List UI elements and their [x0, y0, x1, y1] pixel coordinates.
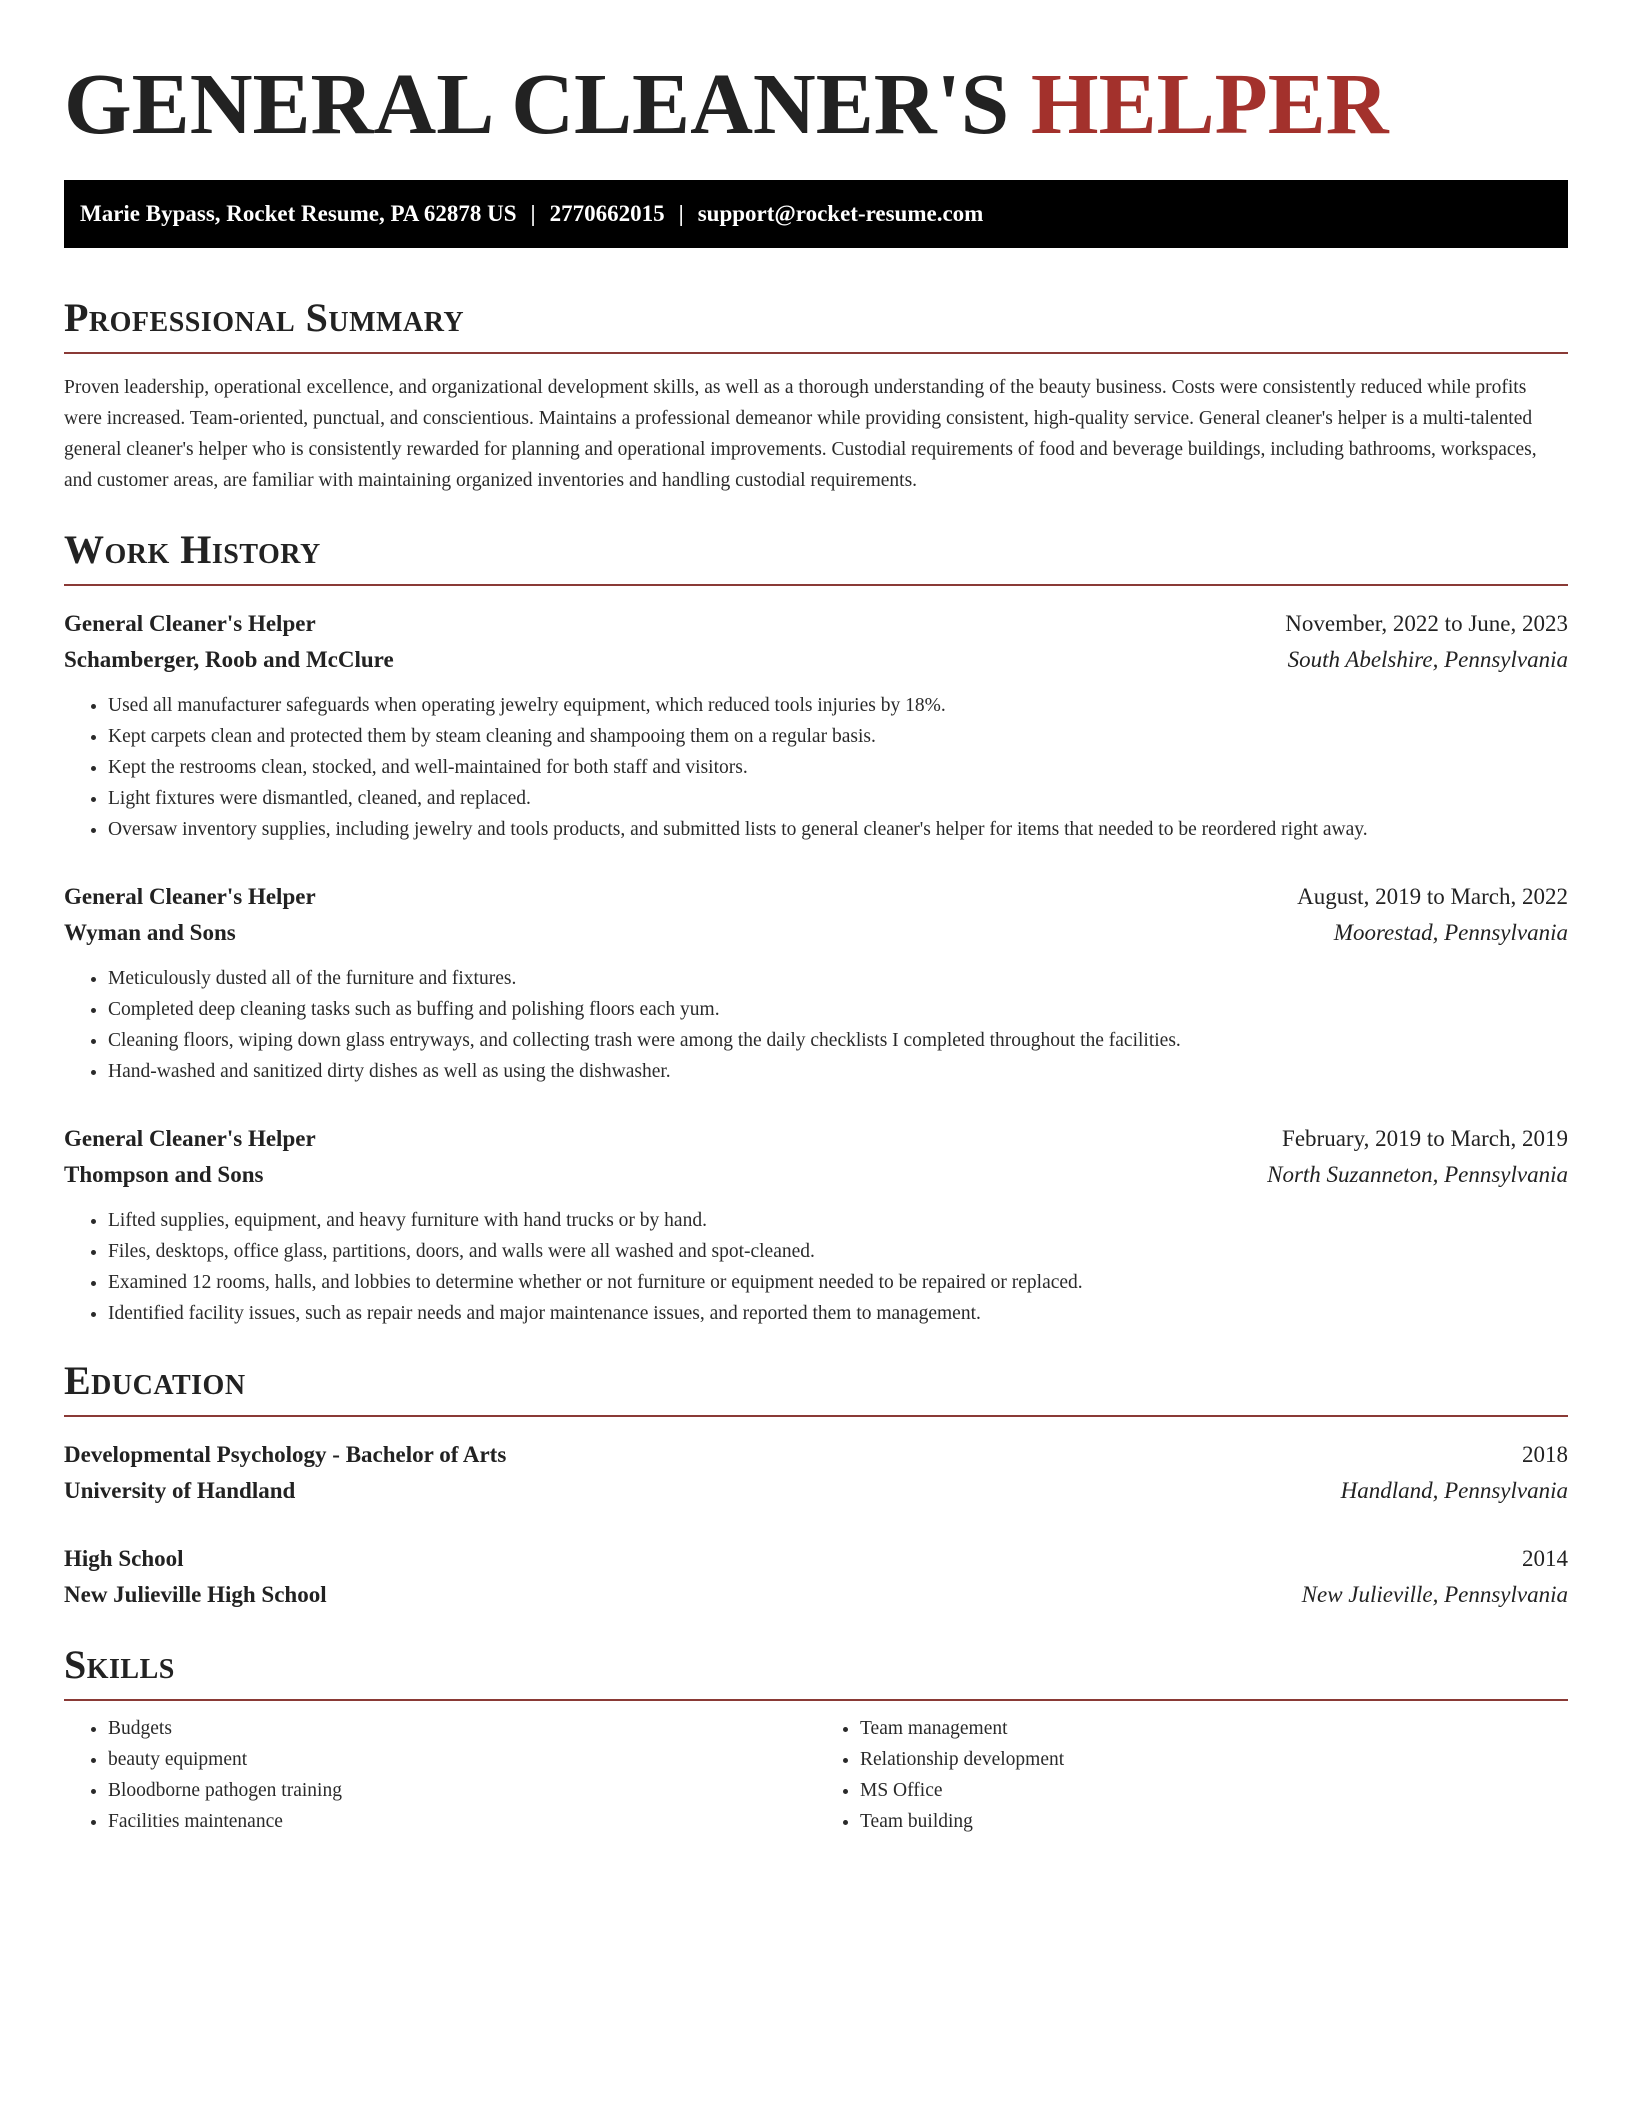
- education-year: 2014: [1522, 1546, 1568, 1571]
- summary-text: Proven leadership, operational excellence, and organizational development skills, as well as a thorough understanding of the beauty business. Costs were consistently reduced while profits were increased. Team-oriented, punctual, and conscientious. Maintains a professional demeanor while providing consistent, high-quality service. General cleaner's helper is a multi-talented general cleaner's helper who is consistently rewarded for planning and operational improvements. Custodial requirements of food and beverage buildings, including bathrooms, workspaces, and customer areas, are familiar with maintaining organized inventories and handling custodial requirements.: [64, 377, 1537, 491]
- skill-item: • Budgets: [108, 1713, 816, 1744]
- skills-column-left: [64, 1713, 816, 1837]
- education-degree: Developmental Psychology - Bachelor of Arts: [64, 1442, 507, 1467]
- skills-section: [64, 1641, 1568, 1837]
- job-bullets: [64, 963, 1568, 1087]
- education-school-row: [64, 1577, 1568, 1613]
- list-item: • Examined 12 rooms, halls, and lobbies to determine whether or not furniture or equipment needed to be repaired or replaced.: [108, 1267, 1568, 1298]
- professional-summary-section: [64, 294, 1568, 496]
- contact-phone[interactable]: 2770662015: [549, 201, 665, 226]
- skill-item: • Relationship development: [860, 1744, 1568, 1775]
- name-accent: HELPER: [1030, 55, 1389, 152]
- list-item: • Files, desktops, office glass, partitions, doors, and walls were all washed and spot-cleaned.: [108, 1236, 1568, 1267]
- education-header-row: [64, 1541, 1568, 1577]
- list-item: • Hand-washed and sanitized dirty dishes as well as using the dishwasher.: [108, 1056, 1568, 1087]
- list-item: • Used all manufacturer safeguards when operating jewelry equipment, which reduced tools injuries by 18%.: [108, 690, 1568, 721]
- job-company-row: [64, 915, 1568, 951]
- name-main: GENERAL CLEANER'S: [64, 55, 1031, 152]
- section-divider: [64, 1415, 1568, 1417]
- job-entry: [64, 1121, 1568, 1329]
- job-entry: [64, 879, 1568, 1087]
- list-item: • Kept the restrooms clean, stocked, and well-maintained for both staff and visitors.: [108, 752, 1568, 783]
- education-section: [64, 1357, 1568, 1613]
- job-location: North Suzanneton, Pennsylvania: [1267, 1162, 1568, 1187]
- education-location: New Julieville, Pennsylvania: [1301, 1582, 1568, 1607]
- list-item: • Completed deep cleaning tasks such as buffing and polishing floors each yum.: [108, 994, 1568, 1025]
- contact-email[interactable]: support@rocket-resume.com: [697, 201, 984, 226]
- section-heading: Skills: [64, 1642, 175, 1687]
- job-company: Wyman and Sons: [64, 920, 236, 945]
- education-entry: [64, 1437, 1568, 1509]
- education-entry: [64, 1541, 1568, 1613]
- section-heading: Education: [64, 1358, 246, 1403]
- work-history-section: [64, 526, 1568, 1329]
- contact-separator: |: [678, 201, 684, 226]
- education-header-row: [64, 1437, 1568, 1473]
- section-heading: Work History: [64, 527, 321, 572]
- skill-item: • beauty equipment: [108, 1744, 816, 1775]
- list-item: • Meticulously dusted all of the furniture and fixtures.: [108, 963, 1568, 994]
- education-school: New Julieville High School: [64, 1582, 327, 1607]
- job-location: Moorestad, Pennsylvania: [1333, 920, 1568, 945]
- section-heading: Professional Summary: [64, 295, 465, 340]
- list-item: • Oversaw inventory supplies, including jewelry and tools products, and submitted lists to general cleaner's helper for items that needed to be reordered right away.: [108, 814, 1568, 845]
- job-role: General Cleaner's Helper: [64, 884, 316, 909]
- list-item: • Cleaning floors, wiping down glass entryways, and collecting trash were among the daily checklists I completed throughout the facilities.: [108, 1025, 1568, 1056]
- education-school-row: [64, 1473, 1568, 1509]
- section-divider: [64, 584, 1568, 586]
- skills-grid: [64, 1713, 1568, 1837]
- skill-item: • MS Office: [860, 1775, 1568, 1806]
- job-company: Thompson and Sons: [64, 1162, 264, 1187]
- job-role: General Cleaner's Helper: [64, 611, 316, 636]
- education-location: Handland, Pennsylvania: [1340, 1478, 1568, 1503]
- page-title: [64, 55, 1568, 152]
- job-header-row: [64, 1121, 1568, 1157]
- job-bullets: [64, 1205, 1568, 1329]
- list-item: • Kept carpets clean and protected them by steam cleaning and shampooing them on a regular basis.: [108, 721, 1568, 752]
- skill-item: • Bloodborne pathogen training: [108, 1775, 816, 1806]
- job-header-row: [64, 606, 1568, 642]
- job-dates: August, 2019 to March, 2022: [1297, 884, 1568, 909]
- job-location: South Abelshire, Pennsylvania: [1287, 647, 1568, 672]
- job-header-row: [64, 879, 1568, 915]
- contact-separator: |: [530, 201, 536, 226]
- job-company: Schamberger, Roob and McClure: [64, 647, 394, 672]
- job-company-row: [64, 642, 1568, 678]
- section-divider: [64, 1699, 1568, 1701]
- education-school: University of Handland: [64, 1478, 296, 1503]
- contact-address: Marie Bypass, Rocket Resume, PA 62878 US: [80, 201, 517, 226]
- contact-bar: [64, 180, 1568, 248]
- skill-item: • Team management: [860, 1713, 1568, 1744]
- skill-item: • Team building: [860, 1806, 1568, 1837]
- skill-item: • Facilities maintenance: [108, 1806, 816, 1837]
- job-bullets: [64, 690, 1568, 845]
- job-dates: November, 2022 to June, 2023: [1285, 611, 1568, 636]
- job-company-row: [64, 1157, 1568, 1193]
- list-item: • Lifted supplies, equipment, and heavy furniture with hand trucks or by hand.: [108, 1205, 1568, 1236]
- job-dates: February, 2019 to March, 2019: [1282, 1126, 1568, 1151]
- skills-column-right: [816, 1713, 1568, 1837]
- list-item: • Identified facility issues, such as repair needs and major maintenance issues, and reported them to management.: [108, 1298, 1568, 1329]
- education-year: 2018: [1522, 1442, 1568, 1467]
- education-degree: High School: [64, 1546, 184, 1571]
- list-item: • Light fixtures were dismantled, cleaned, and replaced.: [108, 783, 1568, 814]
- job-entry: [64, 606, 1568, 845]
- job-role: General Cleaner's Helper: [64, 1126, 316, 1151]
- section-divider: [64, 352, 1568, 354]
